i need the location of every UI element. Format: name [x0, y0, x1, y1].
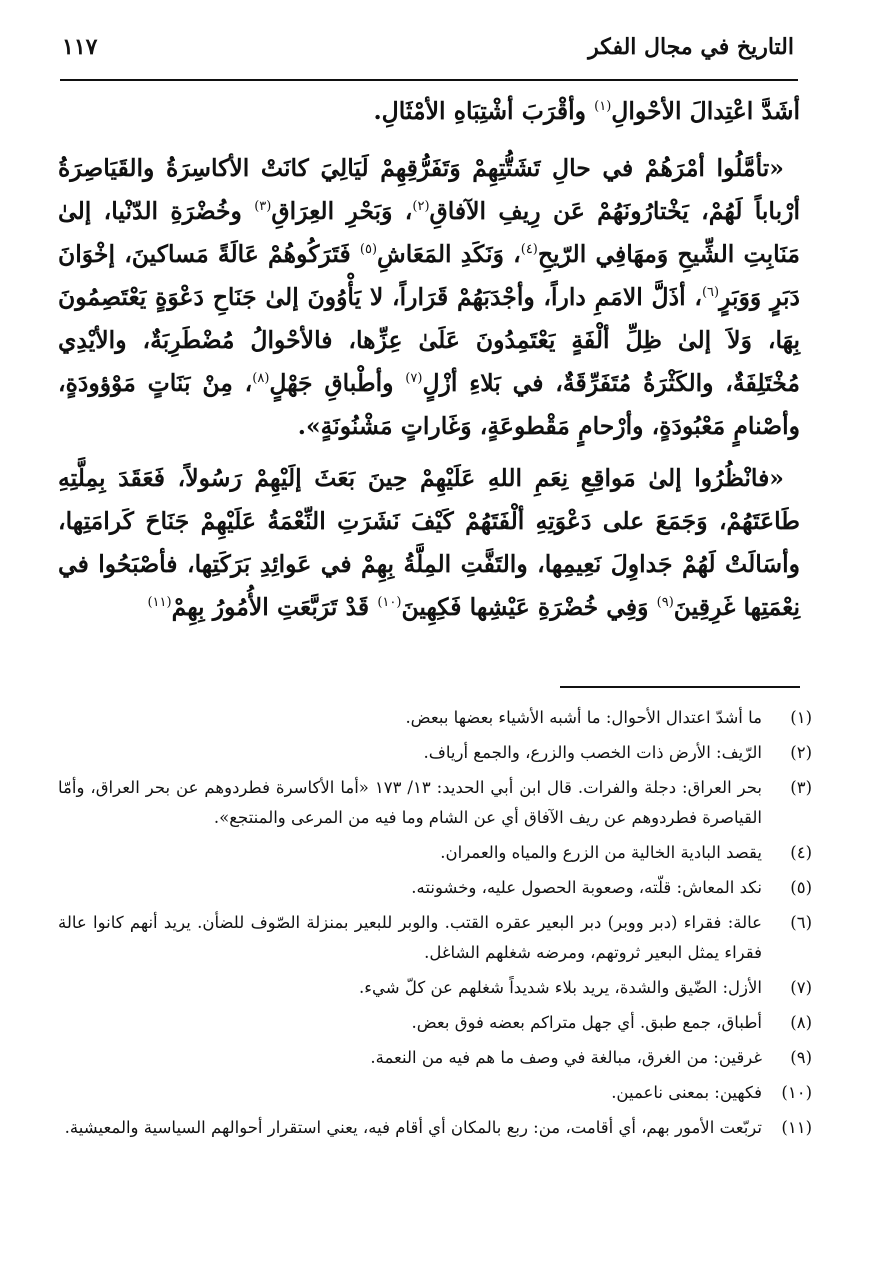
- footnotes: [58, 703, 812, 1148]
- footnote-divider: [560, 686, 800, 688]
- footnote-item: [58, 773, 812, 833]
- footnote-text: أطباق، جمع طبق. أي جهل متراكم بعضه فوق بعض.: [411, 1013, 762, 1032]
- text-segment: قَدْ تَرَبَّعَتِ الأُمُورُ بِهِمْ: [171, 593, 378, 621]
- footnote-item: [58, 1113, 812, 1143]
- text-segment: «فانْظُرُوا إلىٰ مَواقِعِ نِعَمِ اللهِ عَلَيْهِمْ حِينَ بَعَثَ إلَيْهِمْ رَسُولاً، فَعَقَدَ بِمِلَّتِهِ طَاعَتَهُمْ، وَجَمَعَ على دَعْوَتِهِ ألْفَتَهُمْ كَيْفَ نَشَرَتِ النِّعْمَةُ عَلَيْهِمْ جَنَاحَ كَرامَتِها، وأسَالَتْ لَهُمْ جَداوِلَ نَعِيمِها، والتَفَّتِ المِلَّةُ بِهِمْ في عَوائِدِ بَرَكَتِها، فأصْبَحُوا في نِعْمَتِها غَرِقِينَ: [58, 464, 800, 621]
- footnote-number: (٩): [790, 1048, 812, 1067]
- footnote-ref[interactable]: (٧): [405, 371, 423, 387]
- footnote-number: (٥): [790, 878, 812, 897]
- footnote-ref[interactable]: (٢): [412, 199, 430, 215]
- footnote-text: نكد المعاش: قلّته، وصعوبة الحصول عليه، وخشونته.: [411, 878, 762, 897]
- footnote-item: [58, 1043, 812, 1073]
- footnote-text: عالة: فقراء (دبر ووبر) دبر البعير عقره القتب. والوبر للبعير بمنزلة الصّوف للضأن. يريد أنهم كانوا عالة فقراء يمثل البعير ثروتهم، ومرضه شغلهم الشاغل.: [58, 913, 762, 962]
- footnote-item: [58, 873, 812, 903]
- footnote-item: [58, 973, 812, 1003]
- paragraph-quote-1: [58, 147, 800, 448]
- footnote-ref[interactable]: (١١): [147, 595, 172, 611]
- footnote-ref[interactable]: (٣): [254, 199, 272, 215]
- text-segment: ، وَبَحْرِ العِرَاقِ: [271, 197, 413, 225]
- footnote-ref[interactable]: (٥): [359, 242, 378, 258]
- paragraph-quote-2: [58, 457, 800, 629]
- footnote-item: [58, 1008, 812, 1038]
- footnote-number: (٦): [790, 913, 812, 932]
- footnote-item: [58, 703, 812, 733]
- footnote-item: [58, 908, 812, 968]
- header-divider: [60, 79, 798, 81]
- footnote-text: تربّعت الأمور بهم، أي أقامت، من: ربع بالمكان أي أقام فيه، يعني استقرار أحوالهم السياسية والمعيشية.: [64, 1118, 762, 1137]
- footnote-item: [58, 838, 812, 868]
- text-segment: فَتَرَكُوهُمْ عَالَةً مَساكينَ، إخْوَانَ دَبَرٍ وَوَبَرٍ: [58, 240, 800, 311]
- text-segment: «تأمَّلُوا أمْرَهُمْ في حالِ تَشَتُّتِهِمْ وَتَفَرُّقِهِمْ لَيَالِيَ كانَتْ الأكاسِرَةُ والقَيَاصِرَةُ أرْباباً لَهُمْ، يَخْتارُونَهُمْ عَن رِيفِ الآفاقِ: [58, 154, 800, 225]
- running-header: [62, 30, 794, 70]
- footnote-ref[interactable]: (١٠): [377, 595, 402, 611]
- page-number: ١١٧: [62, 34, 98, 60]
- text-segment: ، أذَلَّ الامَمِ داراً، وأجْدَبَهُمْ قَرَاراً، لا يَأْوُونَ إلىٰ جَنَاحِ دَعْوَةٍ يَعْتَصِمُونَ بِهَا، وَلاَ إلىٰ ظِلِّ ألْفَةٍ يَعْتَمِدُونَ عَلَىٰ عِزِّها، فالأحْوالُ مُضْطَرِبَةٌ، والأيْدِي مُخْتَلِفَةٌ، والكَثْرَةُ مُتَفَرِّقَةٌ، في بَلاءِ أزْلٍ: [58, 283, 801, 397]
- running-header-title: التاريخ في مجال الفكر: [588, 34, 794, 60]
- text-segment: وأقْرَبَ أشْتِبَاهِ الأمْثَالِ.: [373, 97, 595, 125]
- footnote-text: يقصد البادية الخالية من الزرع والمياه والعمران.: [440, 843, 762, 862]
- footnote-text: غرقين: من الغرق، مبالغة في وصف ما هم فيه من النعمة.: [370, 1048, 762, 1067]
- text-segment: أشَدَّ اعْتِدالَ الأحْوالِ: [611, 97, 800, 125]
- footnote-text: الأزل: الضّيق والشدة، يريد بلاء شديداً شغلهم عن كلّ شيء.: [359, 978, 762, 997]
- footnote-number: (١): [790, 708, 812, 727]
- footnote-ref[interactable]: (٤): [520, 242, 538, 258]
- footnote-number: (١١): [781, 1118, 812, 1137]
- footnote-number: (٨): [790, 1013, 812, 1032]
- footnote-item: [58, 738, 812, 768]
- footnote-item: [58, 1078, 812, 1108]
- text-segment: ، وَنَكَدِ المَعَاشِ: [377, 240, 521, 268]
- main-text: [58, 90, 800, 638]
- text-segment: وخُضْرَةِ الدّنْيا، إلىٰ مَنَابِتِ الشِّيحِ وَمهَافِي الرّيحِ: [58, 197, 801, 268]
- footnote-number: (١٠): [781, 1083, 812, 1102]
- footnote-text: ما أشدّ اعتدال الأحوال: ما أشبه الأشياء بعضها ببعض.: [405, 708, 762, 727]
- footnote-ref[interactable]: (١): [594, 99, 612, 115]
- footnote-ref[interactable]: (٨): [252, 371, 270, 387]
- footnote-ref[interactable]: (٦): [701, 285, 720, 301]
- text-segment: ، مِنْ بَنَاتٍ مَوْؤودَةٍ، وأصْنامٍ مَعْبُودَةٍ، وأرْحامٍ مَقْطوعَةٍ، وَغَاراتٍ مَشْنُونَةٍ».: [58, 369, 800, 440]
- footnote-text: الرّيف: الأرض ذات الخصب والزرع، والجمع أرياف.: [423, 743, 762, 762]
- footnote-text: بحر العراق: دجلة والفرات. قال ابن أبي الحديد: ١٣/ ١٧٣ «أما الأكاسرة فطردوهم عن بحر العراق، وأمّا القياصرة فطردوهم عن ريف الآفاق أي عن الشام وما فيه من المرعى والمنتجع».: [58, 778, 762, 827]
- footnote-number: (٣): [790, 778, 812, 797]
- footnote-number: (٤): [790, 843, 812, 862]
- footnote-text: فكهين: بمعنى ناعمين.: [611, 1083, 762, 1102]
- footnote-number: (٧): [790, 978, 812, 997]
- text-segment: وأطْباقِ جَهْلٍ: [269, 369, 406, 397]
- text-segment: وَفِي خُضْرَةِ عَيْشِها فَكِهِينَ: [401, 593, 657, 621]
- footnote-number: (٢): [790, 743, 812, 762]
- footnote-ref[interactable]: (٩): [656, 595, 674, 611]
- paragraph-opening: [58, 90, 800, 133]
